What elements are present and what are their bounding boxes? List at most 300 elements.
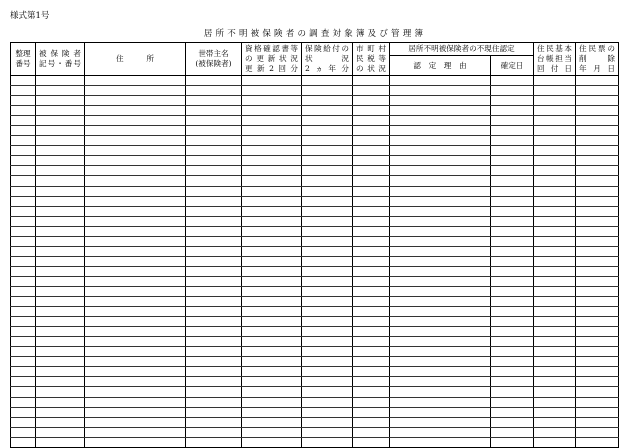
header-line: 更新2回分 bbox=[245, 64, 298, 73]
table-cell bbox=[36, 417, 85, 427]
header-line: 台帳担当 bbox=[537, 54, 572, 63]
table-cell bbox=[302, 307, 353, 317]
table-cell bbox=[534, 106, 576, 116]
table-cell bbox=[85, 106, 186, 116]
table-cell bbox=[85, 236, 186, 246]
table-cell bbox=[85, 96, 186, 106]
table-cell bbox=[534, 186, 576, 196]
table-row bbox=[11, 236, 619, 246]
header-line: の更新状況 bbox=[245, 54, 298, 63]
table-cell bbox=[390, 357, 491, 367]
table-cell bbox=[11, 246, 36, 256]
table-cell bbox=[11, 367, 36, 377]
table-cell bbox=[85, 126, 186, 136]
table-cell bbox=[353, 76, 390, 86]
table-row bbox=[11, 196, 619, 206]
table-cell bbox=[302, 156, 353, 166]
col-header-jumin-kihon bbox=[534, 43, 576, 76]
table-cell bbox=[242, 307, 302, 317]
table-cell bbox=[576, 86, 619, 96]
table-cell bbox=[576, 96, 619, 106]
table-cell bbox=[491, 347, 534, 357]
table-cell bbox=[85, 347, 186, 357]
table-cell bbox=[353, 387, 390, 397]
header-line: 被保険者 bbox=[39, 49, 81, 58]
table-cell bbox=[36, 206, 85, 216]
table-row bbox=[11, 226, 619, 236]
table-cell bbox=[186, 226, 242, 236]
table-cell bbox=[85, 156, 186, 166]
table-cell bbox=[491, 427, 534, 437]
document-title: 居所不明被保険者の調査対象簿及び管理簿 bbox=[203, 29, 427, 39]
table-cell bbox=[36, 427, 85, 437]
table-cell bbox=[302, 226, 353, 236]
table-cell bbox=[534, 286, 576, 296]
form-number: 様式第1号 bbox=[10, 11, 50, 21]
table-cell bbox=[576, 427, 619, 437]
col-header-hoken-kyufu bbox=[302, 43, 353, 76]
table-cell bbox=[85, 276, 186, 286]
table-cell bbox=[36, 146, 85, 156]
table-cell bbox=[534, 357, 576, 367]
table-cell bbox=[390, 186, 491, 196]
table-row bbox=[11, 377, 619, 387]
table-cell bbox=[534, 196, 576, 206]
table-cell bbox=[186, 367, 242, 377]
header-line: (被保険者) bbox=[195, 59, 232, 68]
table-cell bbox=[390, 176, 491, 186]
table-cell bbox=[353, 297, 390, 307]
table-cell bbox=[36, 76, 85, 86]
table-cell bbox=[85, 146, 186, 156]
table-cell bbox=[390, 96, 491, 106]
table-cell bbox=[390, 196, 491, 206]
table-cell bbox=[186, 317, 242, 327]
table-cell bbox=[491, 186, 534, 196]
table-cell bbox=[576, 166, 619, 176]
table-row bbox=[11, 106, 619, 116]
table-cell bbox=[11, 226, 36, 236]
table-row bbox=[11, 337, 619, 347]
table-cell bbox=[85, 286, 186, 296]
table-cell bbox=[242, 357, 302, 367]
table-cell bbox=[534, 256, 576, 266]
table-cell bbox=[302, 377, 353, 387]
table-cell bbox=[534, 297, 576, 307]
table-row bbox=[11, 256, 619, 266]
table-cell bbox=[242, 337, 302, 347]
table-cell bbox=[11, 136, 36, 146]
table-cell bbox=[186, 236, 242, 246]
table-cell bbox=[353, 377, 390, 387]
table-cell bbox=[36, 286, 85, 296]
table-cell bbox=[302, 126, 353, 136]
table-cell bbox=[11, 347, 36, 357]
table-cell bbox=[302, 166, 353, 176]
table-cell bbox=[11, 166, 36, 176]
table-cell bbox=[85, 196, 186, 206]
table-cell bbox=[491, 236, 534, 246]
table-cell bbox=[186, 397, 242, 407]
header-line: 住民票の bbox=[579, 44, 615, 53]
table-cell bbox=[576, 126, 619, 136]
table-cell bbox=[242, 256, 302, 266]
table-cell bbox=[36, 327, 85, 337]
table-cell bbox=[11, 397, 36, 407]
table-cell bbox=[302, 327, 353, 337]
table-cell bbox=[576, 327, 619, 337]
table-cell bbox=[576, 266, 619, 276]
table-cell bbox=[11, 427, 36, 437]
table-cell bbox=[11, 417, 36, 427]
table-cell bbox=[491, 397, 534, 407]
table-cell bbox=[576, 146, 619, 156]
table-cell bbox=[242, 226, 302, 236]
table-cell bbox=[576, 216, 619, 226]
table-cell bbox=[353, 417, 390, 427]
table-cell bbox=[242, 136, 302, 146]
table-cell bbox=[242, 367, 302, 377]
table-row bbox=[11, 136, 619, 146]
table-cell bbox=[85, 317, 186, 327]
table-cell bbox=[491, 86, 534, 96]
header-line: 住民基本 bbox=[537, 44, 572, 53]
table-cell bbox=[302, 407, 353, 417]
table-cell bbox=[36, 317, 85, 327]
table-row bbox=[11, 186, 619, 196]
table-row bbox=[11, 116, 619, 126]
table-cell bbox=[36, 186, 85, 196]
table-cell bbox=[353, 186, 390, 196]
table-cell bbox=[576, 297, 619, 307]
table-row bbox=[11, 357, 619, 367]
table-cell bbox=[85, 266, 186, 276]
table-cell bbox=[242, 86, 302, 96]
table-cell bbox=[576, 116, 619, 126]
table-cell bbox=[534, 397, 576, 407]
table-cell bbox=[491, 276, 534, 286]
table-cell bbox=[85, 377, 186, 387]
table-cell bbox=[534, 236, 576, 246]
table-cell bbox=[390, 226, 491, 236]
table-cell bbox=[85, 116, 186, 126]
table-cell bbox=[36, 266, 85, 276]
table-cell bbox=[353, 106, 390, 116]
table-cell bbox=[491, 256, 534, 266]
table-cell bbox=[11, 256, 36, 266]
table-cell bbox=[242, 397, 302, 407]
header-line: 状 況 bbox=[305, 54, 349, 63]
table-cell bbox=[491, 156, 534, 166]
col-header-kakuteibi bbox=[491, 56, 534, 76]
table-cell bbox=[85, 186, 186, 196]
table-cell bbox=[390, 236, 491, 246]
table-cell bbox=[242, 126, 302, 136]
col-header-ninte-riyu bbox=[390, 56, 491, 76]
header-line: 確定日 bbox=[500, 60, 524, 70]
table-cell bbox=[576, 357, 619, 367]
table-cell bbox=[353, 307, 390, 317]
table-cell bbox=[353, 327, 390, 337]
table-cell bbox=[302, 286, 353, 296]
table-cell bbox=[85, 256, 186, 266]
table-cell bbox=[534, 216, 576, 226]
table-row bbox=[11, 146, 619, 156]
table-row bbox=[11, 206, 619, 216]
table-cell bbox=[576, 156, 619, 166]
header-line: 年月日 bbox=[579, 64, 615, 73]
table-cell bbox=[534, 226, 576, 236]
table-cell bbox=[353, 206, 390, 216]
col-header-setainushi bbox=[186, 43, 242, 76]
table-cell bbox=[390, 367, 491, 377]
table-cell bbox=[186, 206, 242, 216]
table-cell bbox=[576, 337, 619, 347]
table-cell bbox=[11, 196, 36, 206]
header-line: 番号 bbox=[15, 59, 31, 68]
table-cell bbox=[491, 307, 534, 317]
table-cell bbox=[353, 246, 390, 256]
table-cell bbox=[11, 307, 36, 317]
table-cell bbox=[491, 96, 534, 106]
table-cell bbox=[302, 427, 353, 437]
table-cell bbox=[242, 297, 302, 307]
table-cell bbox=[353, 347, 390, 357]
table-cell bbox=[390, 76, 491, 86]
table-cell bbox=[390, 337, 491, 347]
table-cell bbox=[242, 186, 302, 196]
header-line: の状況 bbox=[356, 64, 386, 73]
table-cell bbox=[534, 166, 576, 176]
table-cell bbox=[36, 246, 85, 256]
table-cell bbox=[534, 276, 576, 286]
table-cell bbox=[186, 327, 242, 337]
table-cell bbox=[85, 387, 186, 397]
table-cell bbox=[491, 266, 534, 276]
table-cell bbox=[11, 76, 36, 86]
table-cell bbox=[576, 377, 619, 387]
table-row bbox=[11, 276, 619, 286]
table-cell bbox=[353, 286, 390, 296]
col-header-ninte-group bbox=[390, 43, 534, 56]
table-cell bbox=[534, 126, 576, 136]
table-cell bbox=[353, 337, 390, 347]
table-cell bbox=[576, 367, 619, 377]
table-cell bbox=[302, 367, 353, 377]
table-cell bbox=[390, 297, 491, 307]
table-cell bbox=[491, 106, 534, 116]
table-cell bbox=[302, 86, 353, 96]
table-cell bbox=[186, 387, 242, 397]
table-cell bbox=[576, 196, 619, 206]
col-header-zeimu-jokyo bbox=[353, 43, 390, 76]
table-cell bbox=[186, 76, 242, 86]
table-cell bbox=[242, 96, 302, 106]
table-cell bbox=[576, 176, 619, 186]
table-cell bbox=[186, 86, 242, 96]
table-cell bbox=[491, 297, 534, 307]
table-cell bbox=[390, 417, 491, 427]
table-cell bbox=[85, 246, 186, 256]
table-cell bbox=[576, 317, 619, 327]
table-cell bbox=[491, 407, 534, 417]
table-cell bbox=[36, 377, 85, 387]
table-cell bbox=[36, 136, 85, 146]
table-cell bbox=[242, 317, 302, 327]
table-row bbox=[11, 417, 619, 427]
table-cell bbox=[534, 347, 576, 357]
table-cell bbox=[534, 387, 576, 397]
table-cell bbox=[36, 297, 85, 307]
table-cell bbox=[85, 417, 186, 427]
table-cell bbox=[36, 176, 85, 186]
table-cell bbox=[390, 327, 491, 337]
table-cell bbox=[576, 347, 619, 357]
table-cell bbox=[85, 337, 186, 347]
table-cell bbox=[85, 357, 186, 367]
table-cell bbox=[491, 317, 534, 327]
table-cell bbox=[576, 387, 619, 397]
table-cell bbox=[390, 136, 491, 146]
table-cell bbox=[85, 136, 186, 146]
table-cell bbox=[390, 307, 491, 317]
table-cell bbox=[302, 397, 353, 407]
header-line: 資格確認書等 bbox=[245, 44, 298, 53]
table-cell bbox=[11, 266, 36, 276]
table-cell bbox=[36, 196, 85, 206]
header-line: 認 定 理 由 bbox=[413, 60, 467, 70]
table-cell bbox=[390, 427, 491, 437]
table-cell bbox=[186, 407, 242, 417]
table-cell bbox=[186, 286, 242, 296]
table-cell bbox=[491, 136, 534, 146]
table-cell bbox=[11, 286, 36, 296]
table-cell bbox=[36, 236, 85, 246]
table-cell bbox=[390, 256, 491, 266]
table-cell bbox=[186, 126, 242, 136]
col-header-shikaku-koushin bbox=[242, 43, 302, 76]
table-cell bbox=[353, 166, 390, 176]
table-cell bbox=[11, 146, 36, 156]
table-cell bbox=[353, 226, 390, 236]
table-cell bbox=[85, 327, 186, 337]
table-cell bbox=[85, 166, 186, 176]
table-cell bbox=[302, 317, 353, 327]
table-cell bbox=[302, 236, 353, 246]
table-cell bbox=[85, 367, 186, 377]
table-cell bbox=[85, 407, 186, 417]
table-cell bbox=[11, 176, 36, 186]
table-cell bbox=[353, 136, 390, 146]
table-cell bbox=[491, 126, 534, 136]
table-cell bbox=[11, 96, 36, 106]
table-cell bbox=[534, 307, 576, 317]
table-cell bbox=[242, 427, 302, 437]
table-cell bbox=[390, 276, 491, 286]
table-cell bbox=[302, 206, 353, 216]
table-cell bbox=[390, 286, 491, 296]
table-cell bbox=[242, 407, 302, 417]
table-cell bbox=[302, 186, 353, 196]
table-cell bbox=[390, 347, 491, 357]
table-cell bbox=[302, 246, 353, 256]
table-cell bbox=[576, 256, 619, 266]
table-cell bbox=[186, 276, 242, 286]
col-header-jusho bbox=[85, 43, 186, 76]
table-cell bbox=[186, 297, 242, 307]
table-cell bbox=[390, 397, 491, 407]
table-cell bbox=[242, 216, 302, 226]
table-cell bbox=[390, 166, 491, 176]
header-row-1 bbox=[11, 43, 619, 56]
header-line: 住 所 bbox=[116, 54, 154, 63]
table-cell bbox=[186, 116, 242, 126]
table-cell bbox=[242, 347, 302, 357]
table-cell bbox=[353, 86, 390, 96]
table-cell bbox=[576, 136, 619, 146]
table-row bbox=[11, 427, 619, 437]
table-cell bbox=[85, 176, 186, 186]
table-cell bbox=[186, 256, 242, 266]
table-cell bbox=[534, 136, 576, 146]
table-cell bbox=[302, 357, 353, 367]
table-cell bbox=[576, 286, 619, 296]
table-cell bbox=[353, 317, 390, 327]
table-cell bbox=[353, 407, 390, 417]
table-cell bbox=[242, 176, 302, 186]
table-cell bbox=[186, 347, 242, 357]
table-cell bbox=[242, 146, 302, 156]
table-row bbox=[11, 176, 619, 186]
table-cell bbox=[242, 286, 302, 296]
table-cell bbox=[534, 337, 576, 347]
table-cell bbox=[302, 216, 353, 226]
table-cell bbox=[302, 347, 353, 357]
table-cell bbox=[576, 226, 619, 236]
register-body bbox=[11, 76, 619, 448]
table-cell bbox=[353, 266, 390, 276]
table-cell bbox=[576, 407, 619, 417]
table-row bbox=[11, 286, 619, 296]
table-row bbox=[11, 387, 619, 397]
table-cell bbox=[302, 76, 353, 86]
table-cell bbox=[491, 196, 534, 206]
table-row bbox=[11, 96, 619, 106]
table-cell bbox=[534, 417, 576, 427]
table-cell bbox=[302, 146, 353, 156]
table-cell bbox=[85, 226, 186, 236]
header-line: 市町村 bbox=[356, 44, 386, 53]
header-line: 居所不明被保険者の不現住認定 bbox=[408, 44, 515, 54]
table-cell bbox=[242, 116, 302, 126]
table-cell bbox=[491, 246, 534, 256]
table-cell bbox=[85, 397, 186, 407]
table-cell bbox=[85, 206, 186, 216]
table-cell bbox=[390, 387, 491, 397]
table-row bbox=[11, 327, 619, 337]
table-cell bbox=[491, 206, 534, 216]
table-cell bbox=[576, 76, 619, 86]
table-cell bbox=[576, 106, 619, 116]
table-cell bbox=[186, 307, 242, 317]
table-cell bbox=[36, 367, 85, 377]
table-row bbox=[11, 216, 619, 226]
table-cell bbox=[491, 166, 534, 176]
table-cell bbox=[36, 276, 85, 286]
table-cell bbox=[491, 76, 534, 86]
table-cell bbox=[534, 156, 576, 166]
table-cell bbox=[576, 206, 619, 216]
